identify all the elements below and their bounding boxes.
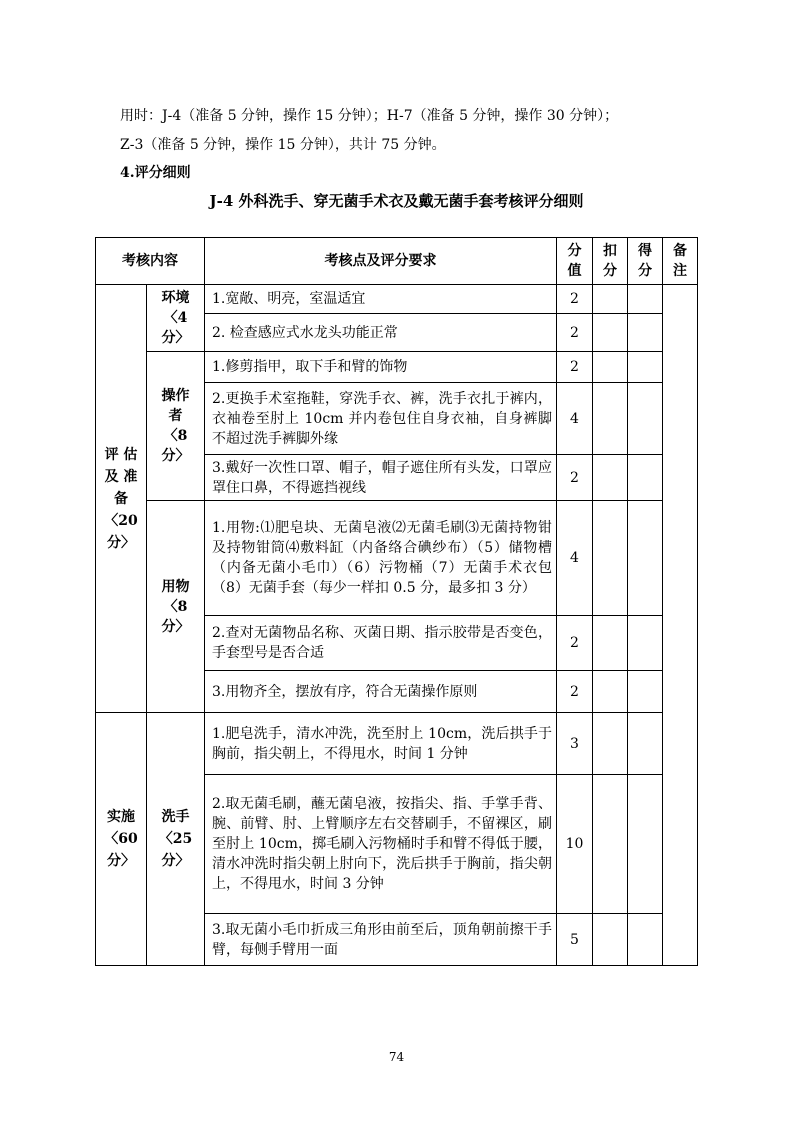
subgroup-supplies-l3: 分〉 — [161, 618, 190, 635]
subgroup-supplies-l1: 用物 — [161, 578, 190, 595]
row-value: 2 — [557, 616, 593, 671]
table-row — [96, 352, 698, 383]
row-value: 2 — [557, 671, 593, 713]
header-score-l2: 分 — [638, 263, 652, 279]
row-score — [628, 914, 663, 966]
subgroup-wash-l3: 分〉 — [161, 853, 190, 869]
row-deduct — [593, 314, 628, 352]
row-value: 2 — [557, 285, 593, 314]
subgroup-op-l4: 分〉 — [161, 448, 190, 464]
subgroup-operator — [147, 352, 205, 501]
subgroup-env-l3: 分〉 — [161, 330, 190, 346]
group-impl — [96, 713, 147, 966]
table-title: J-4 外科洗手、穿无菌手术衣及戴无菌手套考核评分细则 — [209, 192, 584, 210]
row-deduct — [593, 455, 628, 501]
row-deduct — [593, 383, 628, 455]
remark-column — [663, 285, 698, 966]
row-value: 5 — [557, 914, 593, 966]
row-score — [628, 314, 663, 352]
row-req: 1.用物:⑴肥皂块、无菌皂液⑵无菌毛刷⑶无菌持物钳及持物钳筒⑷敷料缸（内备络合碘纱布）（5）储物槽（内备无菌小毛巾）（6）污物桶（7）无菌手术衣包（8）无菌手套（每少一样扣 0.5 分，最多扣 3 分） — [205, 501, 557, 616]
subgroup-op-l3: 〈8 — [163, 428, 188, 444]
row-deduct — [593, 352, 628, 383]
row-score — [628, 501, 663, 616]
header-score — [628, 238, 663, 285]
row-req: 2.更换手术室拖鞋，穿洗手衣、裤，洗手衣扎于裤内，衣袖卷至肘上 10cm 并内卷包住自身衣袖，自身裤脚不超过洗手裤脚外缘 — [205, 383, 557, 455]
row-req: 3.戴好一次性口罩、帽子，帽子遮住所有头发，口罩应罩住口鼻，不得遮挡视线 — [205, 455, 557, 501]
row-deduct — [593, 914, 628, 966]
subgroup-supplies-l2: 〈8 — [163, 598, 188, 615]
section-heading: 4.评分细则 — [120, 165, 191, 181]
row-value: 3 — [557, 713, 593, 775]
row-value: 4 — [557, 383, 593, 455]
subgroup-op-l2: 者 — [168, 408, 183, 424]
group-prep-l5: 分〉 — [107, 534, 135, 551]
group-prep-l2: 及 准 — [104, 468, 138, 485]
row-deduct — [593, 775, 628, 914]
header-points: 考核点及评分要求 — [205, 238, 557, 285]
row-score — [628, 285, 663, 314]
header-deduct — [593, 238, 628, 285]
row-req: 1.修剪指甲，取下手和臂的饰物 — [205, 352, 557, 383]
intro-line-2: Z-3（准备 5 分钟，操作 15 分钟），共计 75 分钟。 — [120, 137, 446, 153]
row-value: 2 — [557, 455, 593, 501]
scoring-table — [95, 237, 698, 966]
header-value — [557, 238, 593, 285]
group-impl-l3: 分〉 — [107, 853, 135, 869]
subgroup-wash-l1: 洗手 — [161, 809, 190, 825]
subgroup-env — [147, 285, 205, 352]
subgroup-supplies — [147, 501, 205, 713]
group-impl-l1: 实施 — [107, 809, 135, 825]
row-score — [628, 775, 663, 914]
header-score-l1: 得 — [638, 243, 652, 259]
row-req: 1.肥皂洗手，清水冲洗，洗至肘上 10cm，洗后拱手于胸前，指尖朝上，不得甩水，时间 1 分钟 — [205, 713, 557, 775]
header-remark-l2: 注 — [673, 263, 687, 279]
row-deduct — [593, 285, 628, 314]
header-value-l2: 值 — [567, 263, 582, 279]
subgroup-env-l2: 〈4 — [163, 310, 188, 326]
row-score — [628, 383, 663, 455]
row-value: 2 — [557, 352, 593, 383]
row-score — [628, 713, 663, 775]
header-deduct-l1: 扣 — [603, 243, 617, 259]
row-value: 10 — [557, 775, 593, 914]
row-req: 1.宽敞、明亮，室温适宜 — [205, 285, 557, 314]
subgroup-env-l1: 环境 — [161, 290, 190, 306]
table-row — [96, 501, 698, 616]
row-deduct — [593, 713, 628, 775]
group-prep-l1: 评 估 — [104, 446, 138, 463]
group-prep — [96, 285, 147, 713]
subgroup-wash-l2: 〈25 — [158, 831, 193, 847]
intro-line-1: 用时：J-4（准备 5 分钟，操作 15 分钟）；H-7（准备 5 分钟，操作 30 分钟）； — [120, 108, 619, 124]
group-prep-l4: 〈20 — [104, 512, 138, 529]
header-remark-l1: 备 — [673, 243, 687, 259]
row-req: 2.查对无菌物品名称、灭菌日期、指示胶带是否变色，手套型号是否合适 — [205, 616, 557, 671]
row-deduct — [593, 501, 628, 616]
row-value: 4 — [557, 501, 593, 616]
row-req: 3.取无菌小毛巾折成三角形由前至后，顶角朝前擦干手臂，每侧手臂用一面 — [205, 914, 557, 966]
row-value: 2 — [557, 314, 593, 352]
header-remark — [663, 238, 698, 285]
row-req: 3.用物齐全，摆放有序，符合无菌操作原则 — [205, 671, 557, 713]
subgroup-op-l1: 操作 — [161, 388, 190, 404]
header-deduct-l2: 分 — [603, 263, 617, 279]
group-prep-l3: 备 — [114, 490, 128, 507]
row-deduct — [593, 616, 628, 671]
row-score — [628, 671, 663, 713]
page-number: 74 — [388, 1050, 405, 1064]
group-impl-l2: 〈60 — [104, 831, 138, 847]
row-deduct — [593, 671, 628, 713]
row-req: 2.取无菌毛刷，蘸无菌皂液，按指尖、指、手掌手背、腕、前臂、肘、上臂顺序左右交替刷手，不留裸区，刷至肘上 10cm，掷毛刷入污物桶时手和臂不得低于腰，清水冲洗时指尖朝上肘向下，洗后拱手于胸前，指尖朝上，不得甩水，时间 3 分钟 — [205, 775, 557, 914]
row-score — [628, 616, 663, 671]
table-row — [96, 285, 698, 314]
header-value-l1: 分 — [567, 243, 582, 259]
row-score — [628, 455, 663, 501]
header-content: 考核内容 — [96, 238, 205, 285]
header-row — [96, 238, 698, 285]
table-row — [96, 713, 698, 775]
row-req: 2. 检查感应式水龙头功能正常 — [205, 314, 557, 352]
row-score — [628, 352, 663, 383]
subgroup-wash — [147, 713, 205, 966]
